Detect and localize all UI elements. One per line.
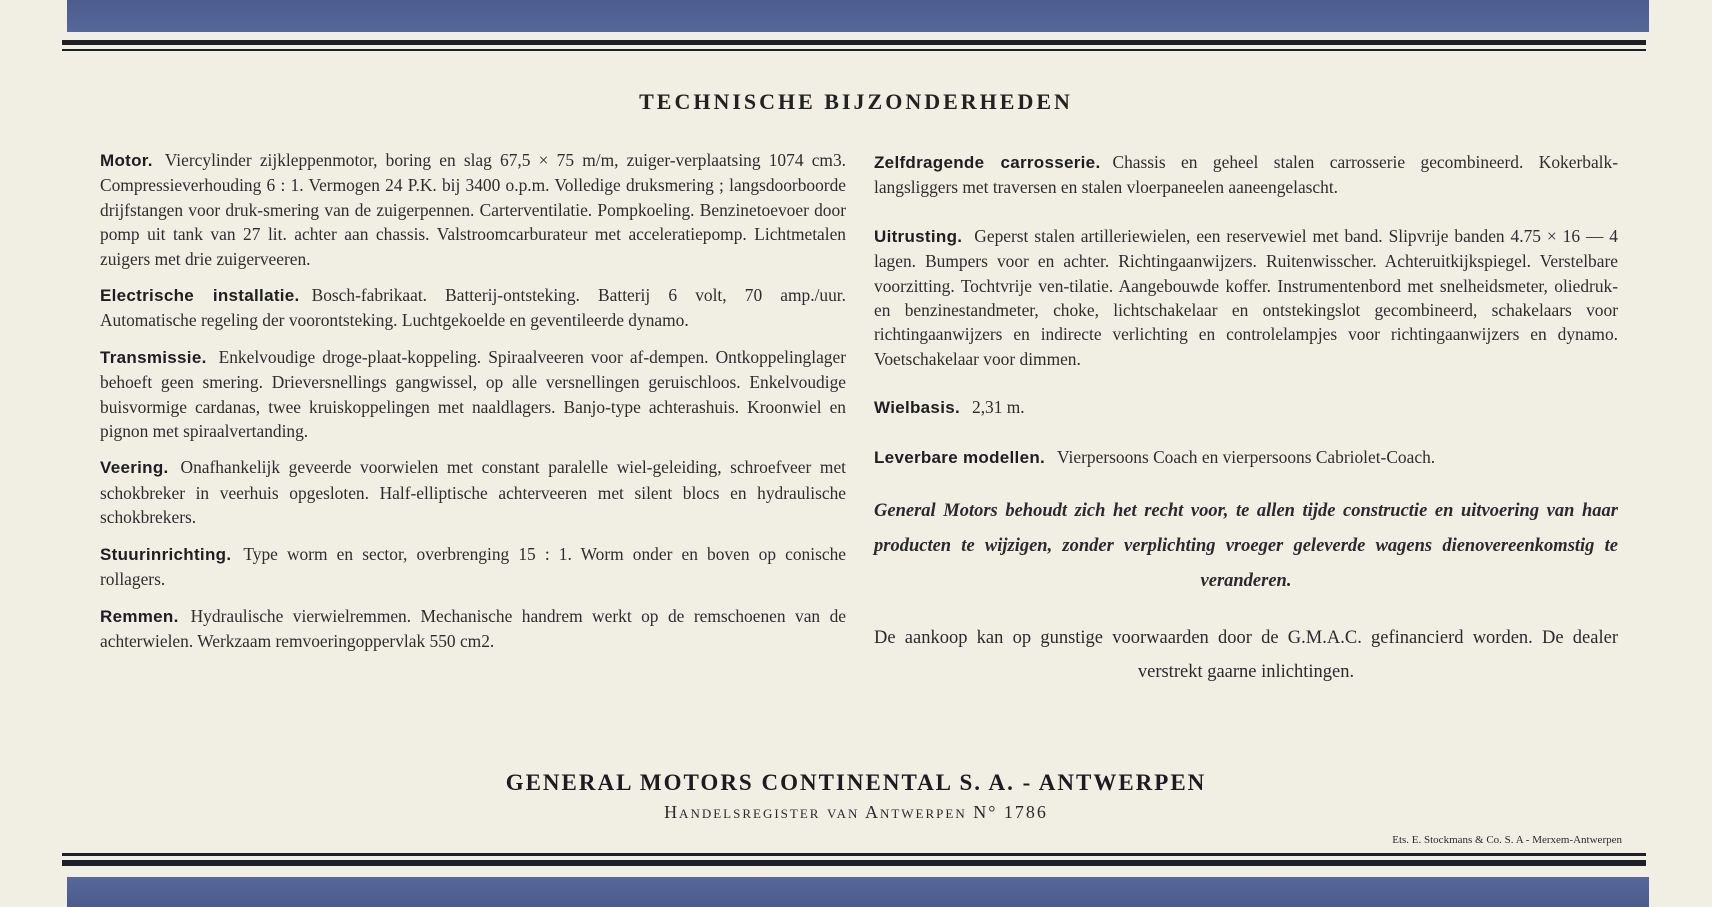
finance-notice: De aankoop kan op gunstige voorwaarden door de G.M.A.C. gefinancierd worden. De dealer verstrekt gaarne inlichtingen.: [874, 628, 1618, 683]
trade-register: Handelsregister van Antwerpen N° 1786: [664, 802, 1048, 822]
spec-text: Enkelvoudige droge-plaat-koppeling. Spiraalveeren voor af-dempen. Ontkoppelinglager behoeft geen smering. Drieversnellings gangwissel, op alle versnellingen geruischloos. Enkelvoudige buisvormige cardanas, twee kruiskoppelingen met naaldlagers. Banjo-type achterashuis. Kroonwiel en pignon met spiraalvertanding.: [100, 346, 846, 442]
bottom-rule-thick: [62, 860, 1646, 866]
spec-text: Chassis en geheel stalen carrosserie gecombineerd. Kokerbalk-langsliggers met traversen en stalen vloerpaneelen aaneengelascht.: [874, 152, 1618, 198]
spec-wheelbase: [874, 395, 1618, 420]
spec-text: Viercylinder zijkleppenmotor, boring en slag 67,5 × 75 m/m, zuiger-verplaatsing 1074 cm3. Compressieverhouding 6 : 1. Vermogen 24 P.K. bij 3400 o.p.m. Volledige druksmering ; langsdoorboorde drijfstangen voor druk-smering van de zuigerpennen. Carterventilatie. Pompkoeling. Benzinetoevoer door pomp uit tank van 27 lit. achter aan chassis. Valstroomcarburateur met acceleratiepomp. Lichtmetalen zuigers met drie zuigerveeren.: [100, 150, 846, 269]
spec-label: Motor.: [100, 151, 153, 170]
printer-credit: Ets. E. Stockmans & Co. S. A - Merxem-Antwerpen: [1392, 834, 1622, 846]
spec-label: Zelfdragende carrosserie.: [874, 153, 1101, 172]
spec-steering: [100, 542, 846, 592]
spec-label: Remmen.: [100, 606, 179, 626]
spec-motor: [100, 148, 846, 271]
spec-text: Vierpersoons Coach en vierpersoons Cabriolet-Coach.: [1057, 446, 1436, 467]
spec-label: Uitrusting.: [874, 226, 963, 246]
spec-body: [874, 150, 1618, 200]
spec-label: Transmissie.: [100, 347, 207, 367]
spec-text: Geperst stalen artilleriewielen, een reservewiel met band. Slipvrije banden 4.75 × 16 — 4 lagen. Bumpers voor en achter. Richtingaanwijzers. Ruitenwisscher. Achteruitkijkspiegel. Verstelbare voorzitting. Tochtvrije ven-tilatie. Aangebouwde koffer. Instrumentenbord met snelheidsmeter, oliedruk- en benzinestandmeter, choke, lichtschakelaar en ontstekingslot gecombineerd, schakelaars voor richtingaanwijzers en indirecte verlichting en controlelampjes voor richtingaanwijzers en dynamo. Voetschakelaar voor dimmen.: [874, 225, 1618, 369]
spec-label: Electrische installatie.: [100, 286, 300, 306]
spec-transmission: [100, 345, 846, 444]
left-column: [100, 148, 846, 665]
spec-text: Hydraulische vierwielremmen. Mechanische handrem werkt op de remschoenen van de achterwielen. Werkzaam remvoeringoppervlak 550 cm2.: [100, 605, 846, 651]
spec-electrical: [100, 283, 846, 333]
spec-text: Type worm en sector, overbrenging 15 : 1. Worm onder en boven op conische rollagers.: [100, 543, 846, 590]
rights-notice: General Motors behoudt zich het recht voor, te allen tijde constructie en uitvoering van haar producten te wijzigen, zonder verplichting vroeger geleverde wagens dienovereenkomstig te veranderen.: [874, 501, 1618, 592]
spec-label: Stuurinrichting.: [100, 544, 232, 564]
right-column: [874, 150, 1618, 689]
bottom-rule-thin: [62, 853, 1646, 856]
page-title: TECHNISCHE BIJZONDERHEDEN: [639, 89, 1073, 114]
spec-equipment: [874, 224, 1618, 371]
spec-brakes: [100, 604, 846, 654]
top-rule-thick: [62, 40, 1646, 45]
company-name: GENERAL MOTORS CONTINENTAL S. A. - ANTWERPEN: [505, 770, 1207, 795]
spec-models: [874, 445, 1618, 470]
top-rule-thin: [62, 49, 1646, 51]
spec-label: Wielbasis.: [874, 398, 960, 418]
spec-text: Bosch-fabrikaat. Batterij-ontsteking. Batterij 6 volt, 70 amp./uur. Automatische regeling der voorontsteking. Luchtgekoelde en geventileerde dynamo.: [100, 285, 846, 331]
spec-text: Onafhankelijk geveerde voorwielen met constant paralelle wiel-geleiding, schroefveer met schokbreker in veerhuis opgesloten. Half-elliptische achterveeren met silent blocs en hydraulische schokbrekers.: [100, 457, 846, 528]
spec-label: Veering.: [100, 458, 169, 478]
spec-text: 2,31 m.: [972, 397, 1025, 418]
spec-suspension: [100, 455, 846, 529]
top-blue-band: [67, 0, 1649, 32]
spec-label: Leverbare modellen.: [874, 447, 1046, 467]
bottom-blue-band: [67, 877, 1649, 907]
